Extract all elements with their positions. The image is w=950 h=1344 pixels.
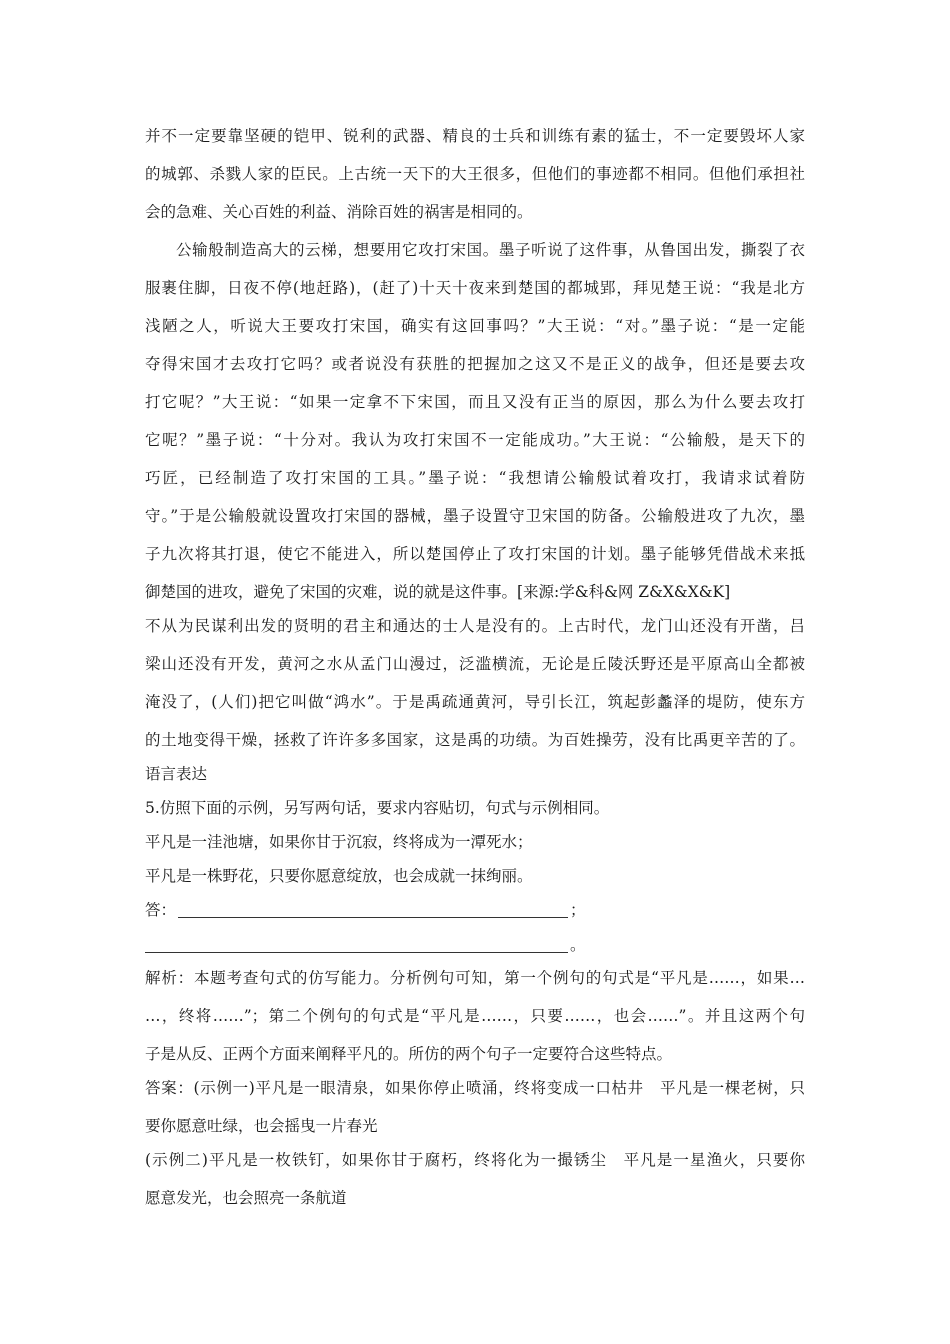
text-line: 梁山还没有开发，黄河之水从孟门山漫过，泛滥横流，无论是丘陵沃野还是平原高山全都被 <box>145 655 805 673</box>
text-line: 它呢？”墨子说：“十分对。我认为攻打宋国不一定能成功。”大王说：“公输般，是天下的 <box>145 431 805 449</box>
text-line: 服裹住脚，日夜不停(地赶路)，(赶了)十天十夜来到楚国的都城郢，拜见楚王说：“我是北方 <box>145 279 805 297</box>
section-title: 语言表达 <box>145 765 208 783</box>
analysis-line: 解析：本题考查句式的仿写能力。分析例句可知，第一个例句的句式是“平凡是……，如果… <box>145 969 805 987</box>
text-line: 淹没了，(人们)把它叫做“鸿水”。于是禹疏通黄河，导引长江，筑起彭蠡泽的堤防，使东方 <box>145 693 805 711</box>
question-prompt: 5.仿照下面的示例，另写两句话，要求内容贴切，句式与示例相同。 <box>145 799 610 817</box>
text-line: 会的急难、关心百姓的利益、消除百姓的祸害是相同的。 <box>145 203 533 221</box>
answer-blank[interactable] <box>145 952 568 953</box>
answer-line: 愿意发光，也会照亮一条航道 <box>145 1189 347 1207</box>
answer-line: 要你愿意吐绿，也会摇曳一片春光 <box>145 1117 378 1135</box>
text-line: 的城郭、杀戮人家的臣民。上古统一天下的大王很多，但他们的事迹都不相同。但他们承担社 <box>145 165 805 183</box>
text-line: 子九次将其打退，使它不能进入，所以楚国停止了攻打宋国的计划。墨子能够凭借战术来抵 <box>145 545 805 563</box>
text-line: 守。”于是公输般就设置攻打宋国的器械，墨子设置守卫宋国的防备。公输般进攻了九次，墨 <box>145 507 805 525</box>
analysis-line: 子是从反、正两个方面来阐释平凡的。所仿的两个句子一定要符合这些特点。 <box>145 1045 673 1063</box>
text-line: 打它呢？”大王说：“如果一定拿不下宋国，而且又没有正当的原因，那么为什么要去攻打 <box>145 393 805 411</box>
text-line: 浅陋之人，听说大王要攻打宋国，确实有这回事吗？”大王说：“对。”墨子说：“是一定能 <box>145 317 805 335</box>
text-line: 的土地变得干燥，拯救了许许多多国家，这是禹的功绩。为百姓操劳，没有比禹更辛苦的了。 <box>145 731 805 749</box>
example-sentence: 平凡是一株野花，只要你愿意绽放，也会成就一抹绚丽。 <box>145 867 533 885</box>
answer-label: 答： <box>145 901 177 919</box>
text-line: 巧匠，已经制造了攻打宋国的工具。”墨子说：“我想请公输般试着攻打，我请求试着防 <box>145 469 805 487</box>
answer-blank[interactable] <box>178 917 568 918</box>
text-line: 公输般制造高大的云梯，想要用它攻打宋国。墨子听说了这件事，从鲁国出发，撕裂了衣 <box>176 241 805 259</box>
analysis-line: …，终将……”；第二个例句的句式是“平凡是……，只要……，也会……”。并且这两个句 <box>145 1007 805 1025</box>
answer-blank-end: ； <box>570 901 586 919</box>
text-line: 夺得宋国才去攻打它吗？或者说没有获胜的把握加之这又不是正义的战争，但还是要去攻 <box>145 355 805 373</box>
answer-line: (示例二)平凡是一枚铁钉，如果你甘于腐朽，终将化为一撮锈尘 平凡是一星渔火，只要你 <box>145 1151 805 1169</box>
answer-line: 答案：(示例一)平凡是一眼清泉，如果你停止喷涌，终将变成一口枯井 平凡是一棵老树，只 <box>145 1079 805 1097</box>
text-line: 并不一定要靠坚硬的铠甲、锐利的武器、精良的士兵和训练有素的猛士，不一定要毁坏人家 <box>145 127 805 145</box>
text-line: 御楚国的进攻，避免了宋国的灾难，说的就是这件事。[来源:学&科&网 Z&X&X&K] <box>145 583 731 601</box>
answer-blank-end: 。 <box>570 936 586 954</box>
text-line: 不从为民谋利出发的贤明的君主和通达的士人是没有的。上古时代，龙门山还没有开凿，吕 <box>145 617 805 635</box>
example-sentence: 平凡是一洼池塘，如果你甘于沉寂，终将成为一潭死水； <box>145 833 533 851</box>
